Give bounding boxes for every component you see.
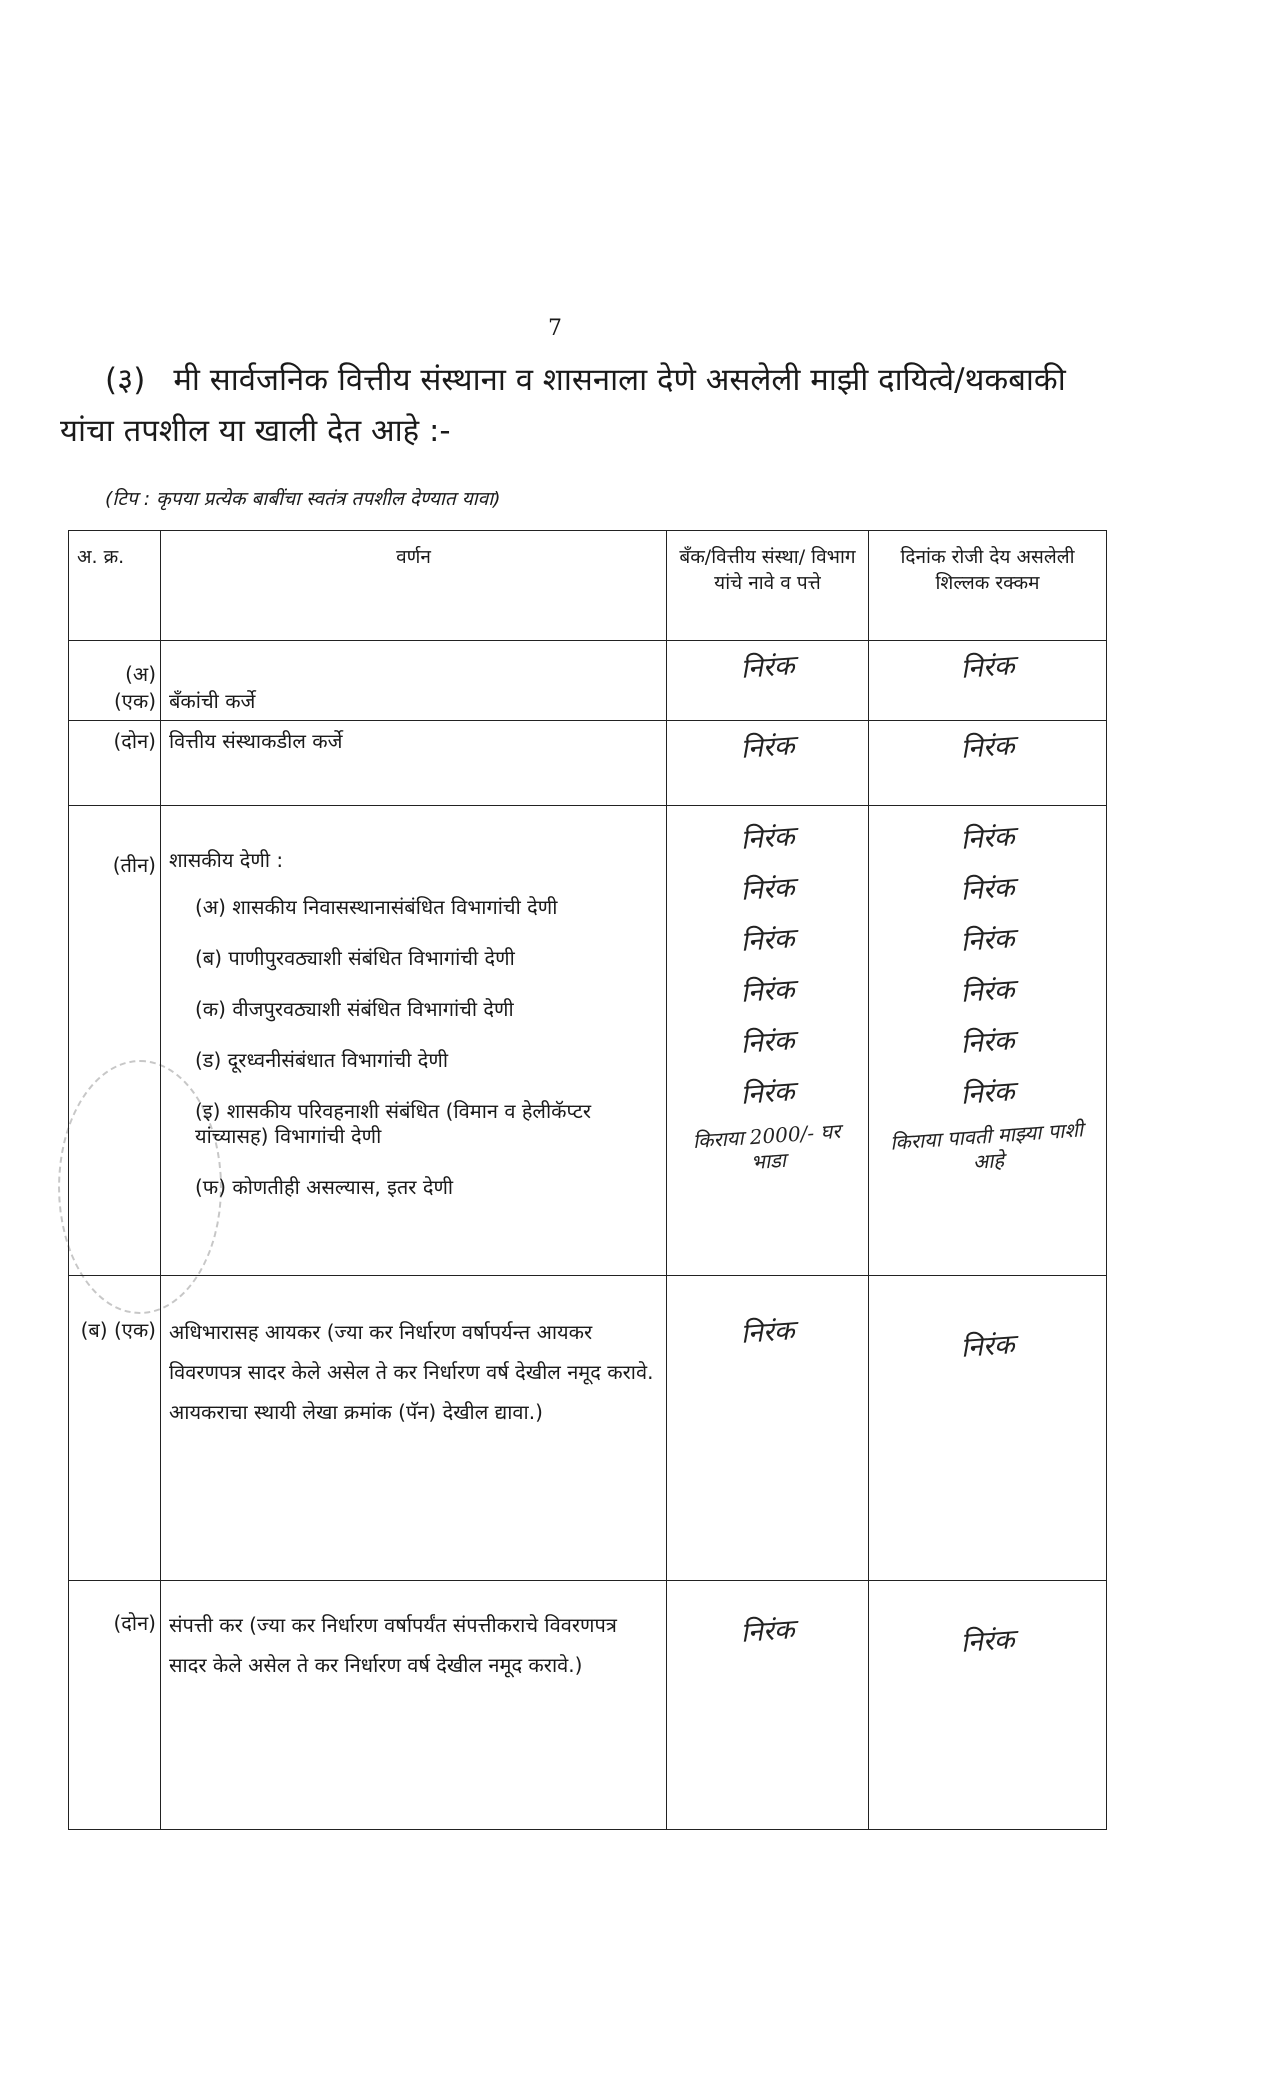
list-item: (अ) शासकीय निवासस्थानासंबंधित विभागांची देणी — [195, 895, 558, 919]
header-bank: बँक/वित्तीय संस्था/ विभाग यांचे नावे व पत्ते — [667, 531, 869, 641]
row-bank — [667, 806, 869, 1276]
row-sr: (दोन) — [69, 721, 161, 806]
handwritten-value: निरंक — [739, 1076, 796, 1111]
row-description — [161, 806, 667, 1276]
handwritten-value: निरंक — [739, 872, 796, 907]
table-row — [69, 806, 1107, 1276]
handwritten-value: निरंक — [739, 1614, 796, 1649]
table-row — [69, 721, 1107, 806]
government-dues-list — [169, 895, 658, 1200]
row-amount — [869, 1581, 1107, 1830]
list-item: (ब) पाणीपुरवठ्याशी संबंधित विभागांची देणी — [195, 946, 515, 970]
handwritten-value: निरंक — [959, 1624, 1016, 1659]
row-description: बँकांची कर्जे — [161, 641, 667, 721]
liabilities-table — [68, 530, 1107, 1830]
handwritten-value: निरंक — [739, 650, 796, 685]
header-amount: दिनांक रोजी देय असलेली शिल्लक रक्कम — [869, 531, 1107, 641]
header-sr: अ. क्र. — [69, 531, 161, 641]
handwritten-list — [675, 812, 860, 1174]
row-sr: (ब) (एक) — [69, 1276, 161, 1581]
handwritten-value: निरंक — [959, 1025, 1016, 1060]
handwritten-value: निरंक — [959, 1329, 1016, 1364]
list-item: (फ) कोणतीही असल्यास, इतर देणी — [195, 1175, 454, 1199]
page-number: 7 — [548, 316, 562, 341]
table-row — [69, 1581, 1107, 1830]
handwritten-value: निरंक — [739, 821, 796, 856]
list-item: (ड) दूरध्वनीसंबंधात विभागांची देणी — [195, 1048, 449, 1072]
table-header-row — [69, 531, 1107, 641]
handwritten-list — [877, 812, 1098, 1174]
header-description: वर्णन — [161, 531, 667, 641]
row-bank — [667, 721, 869, 806]
row-sr: (दोन) — [69, 1581, 161, 1830]
handwritten-value: निरंक — [959, 872, 1016, 907]
row-description: वित्तीय संस्थाकडील कर्जे — [161, 721, 667, 806]
handwritten-value: निरंक — [959, 730, 1016, 765]
row-amount — [869, 721, 1107, 806]
handwritten-value: निरंक — [959, 923, 1016, 958]
section-heading-text: मी सार्वजनिक वित्तीय संस्थाना व शासनाला देणे असलेली माझी दायित्वे/थकबाकी यांचा तपशील या खाली देत आहे :- — [60, 362, 1066, 450]
list-item: (क) वीजपुरवठ्याशी संबंधित विभागांची देणी — [195, 997, 514, 1021]
row-amount — [869, 1276, 1107, 1581]
tip-note: (टिप : कृपया प्रत्येक बाबींचा स्वतंत्र तपशील देण्यात यावा) — [105, 488, 501, 510]
section-number: (३) — [105, 362, 146, 398]
handwritten-value: निरंक — [739, 730, 796, 765]
row-sr: (अ) (एक) — [69, 641, 161, 721]
handwritten-value: निरंक — [739, 923, 796, 958]
row-bank — [667, 1581, 869, 1830]
row-sr: (तीन) — [69, 806, 161, 1276]
handwritten-value: किराया 2000/- घर भाडा — [692, 1118, 842, 1175]
handwritten-value: निरंक — [959, 821, 1016, 856]
row-amount — [869, 806, 1107, 1276]
handwritten-value: निरंक — [739, 1315, 796, 1350]
section-heading — [60, 355, 1090, 457]
handwritten-value: निरंक — [739, 1025, 796, 1060]
row-amount — [869, 641, 1107, 721]
table-row — [69, 1276, 1107, 1581]
handwritten-value: निरंक — [739, 974, 796, 1009]
row-description: संपत्ती कर (ज्या कर निर्धारण वर्षापर्यंत संपत्तीकराचे विवरणपत्र सादर केले असेल ते कर निर्धारण वर्ष देखील नमूद करावे.) — [161, 1581, 667, 1830]
handwritten-value: निरंक — [959, 974, 1016, 1009]
handwritten-value: निरंक — [959, 650, 1016, 685]
government-dues-title: शासकीय देणी : — [169, 848, 284, 872]
row-description: अधिभारासह आयकर (ज्या कर निर्धारण वर्षापर्यन्त आयकर विवरणपत्र सादर केले असेल ते कर निर्धारण वर्ष देखील नमूद करावे. आयकराचा स्थायी लेखा क्रमांक (पॅन) देखील द्यावा.) — [161, 1276, 667, 1581]
handwritten-value: निरंक — [959, 1076, 1016, 1111]
table-row — [69, 641, 1107, 721]
handwritten-value: किराया पावती माझ्या पाशी आहे — [889, 1117, 1084, 1175]
row-bank — [667, 1276, 869, 1581]
list-item: (इ) शासकीय परिवहनाशी संबंधित (विमान व हेलीकॅप्टर यांच्यासह) विभागांची देणी — [195, 1099, 592, 1148]
row-bank — [667, 641, 869, 721]
